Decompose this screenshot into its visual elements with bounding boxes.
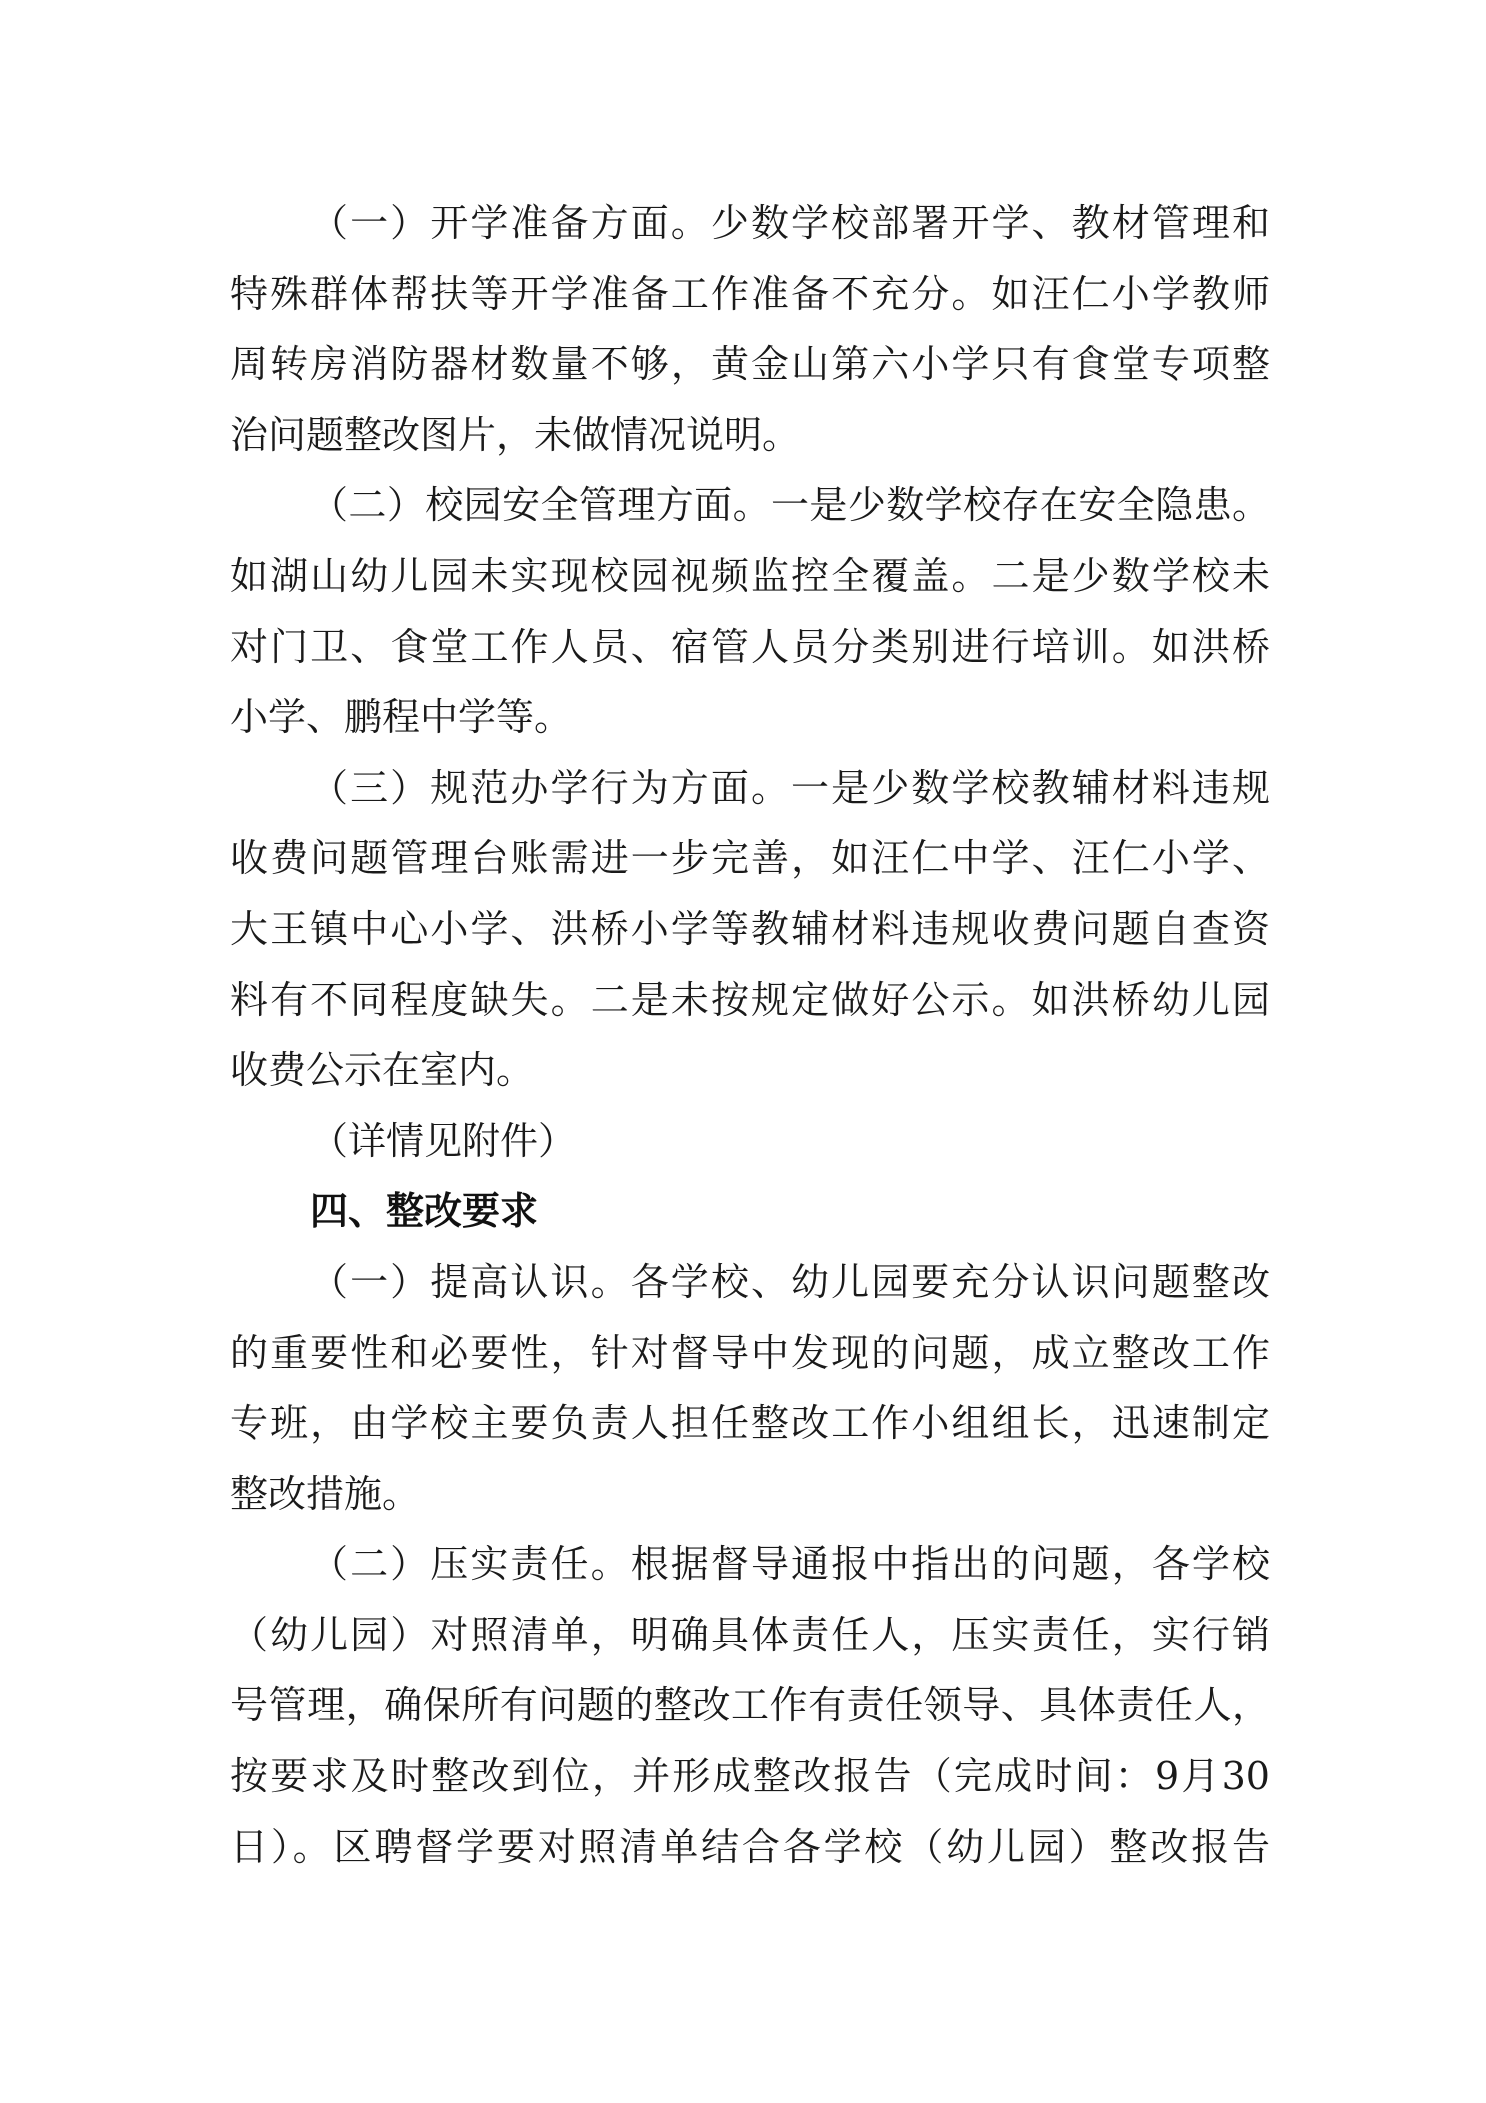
paragraph-line: 小学、鹏程中学等。 [230,695,573,740]
paragraph-line: （幼儿园）对照清单，明确具体责任人，压实责任，实行销 [230,1612,1270,1657]
paragraph-line: 日）。区聘督学要对照清单结合各学校（幼儿园）整改报告 [230,1824,1270,1869]
paragraph-line: 收费公示在室内。 [230,1048,535,1093]
paragraph-line: 治问题整改图片，未做情况说明。 [230,412,801,457]
section-heading: 四、整改要求 [310,1189,539,1234]
paragraph-line: （一）开学准备方面。少数学校部署开学、教材管理和 [310,201,1270,245]
paragraph-campus-safety [230,470,1270,752]
paragraph-line: 按要求及时整改到位，并形成整改报告（完成时间：9月30 [230,1754,1270,1799]
paragraph-line: 周转房消防器材数量不够，黄金山第六小学只有食堂专项整 [230,342,1270,387]
document-body [230,188,1270,1882]
paragraph-line: 对门卫、食堂工作人员、宿管人员分类别进行培训。如洪桥 [230,624,1270,669]
paragraph-line: 如湖山幼儿园未实现校园视频监控全覆盖。二是少数学校未 [230,553,1270,598]
paragraph-line: 收费问题管理台账需进一步完善，如汪仁中学、汪仁小学、 [230,836,1270,881]
paragraph-line: 号管理，确保所有问题的整改工作有责任领导、具体责任人， [230,1683,1270,1728]
paragraph-raise-awareness [230,1247,1270,1529]
paragraph-line: （一）提高认识。各学校、幼儿园要充分认识问题整改 [310,1259,1270,1304]
paragraph-line: 的重要性和必要性，针对督导中发现的问题，成立整改工作 [230,1330,1270,1375]
paragraph-line: 料有不同程度缺失。二是未按规定做好公示。如洪桥幼儿园 [230,977,1270,1022]
paragraph-school-conduct [230,753,1270,1106]
paragraph-line: （二）校园安全管理方面。一是少数学校存在安全隐患。 [310,483,1270,528]
paragraph-line: （二）压实责任。根据督导通报中指出的问题，各学校 [310,1542,1270,1587]
paragraph-assign-responsibility [230,1529,1270,1882]
paragraph-line: 整改措施。 [230,1471,421,1516]
paragraph-line: 特殊群体帮扶等开学准备工作准备不充分。如汪仁小学教师 [230,271,1270,316]
paragraph-line: 大王镇中心小学、洪桥小学等教辅材料违规收费问题自查资 [230,906,1270,951]
paragraph-opening-preparation [230,188,1270,470]
paragraph-line: （详情见附件） [310,1118,577,1163]
paragraph-see-attachment [230,1106,1270,1177]
paragraph-line: 专班，由学校主要负责人担任整改工作小组组长，迅速制定 [230,1401,1270,1446]
paragraph-line: （三）规范办学行为方面。一是少数学校教辅材料违规 [310,765,1270,810]
